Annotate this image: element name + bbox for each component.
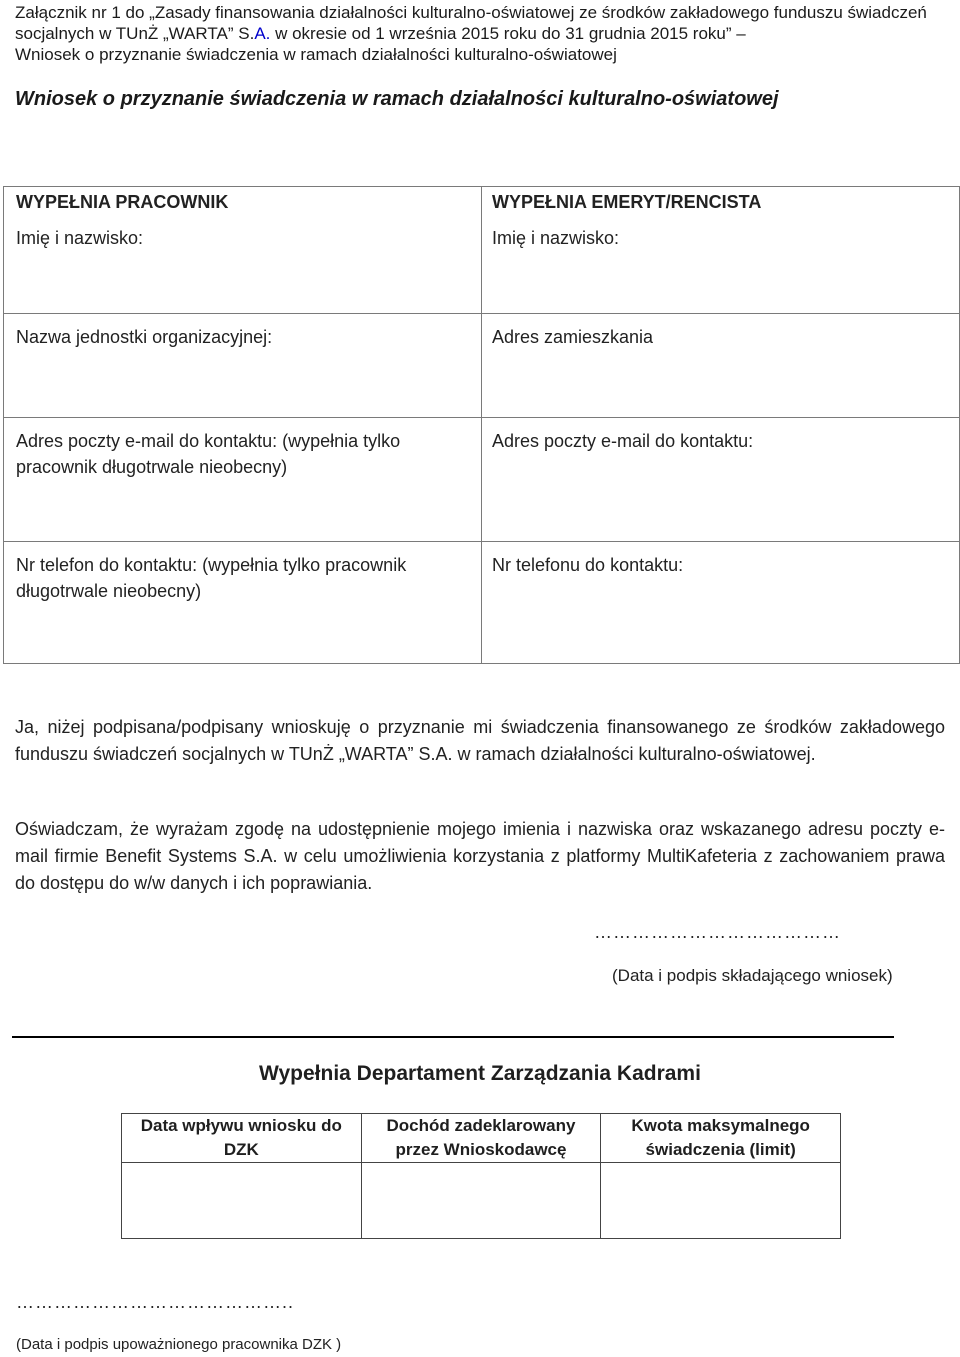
applicant-signature-line[interactable]: ………………………………… xyxy=(594,922,841,942)
form-row-name xyxy=(4,187,960,314)
column-max-benefit: Kwota maksymalnego świadczenia (limit) xyxy=(601,1114,841,1163)
column-receipt-date: Data wpływu wniosku do DZK xyxy=(122,1114,362,1163)
form-row-phone xyxy=(4,541,960,663)
employee-section-heading: WYPEŁNIA PRACOWNIK xyxy=(16,192,229,212)
employee-unit-cell[interactable] xyxy=(4,314,482,418)
retiree-email-label: Adres poczty e-mail do kontaktu: xyxy=(492,430,754,451)
declared-income-field[interactable] xyxy=(361,1163,601,1239)
hr-signature-label: (Data i podpis upoważnionego pracownika DZK ) xyxy=(16,1336,342,1353)
employee-email-label: Adres poczty e-mail do kontaktu: (wypełnia tylko pracownik długotrwale nieobecny) xyxy=(16,430,401,477)
department-table-header xyxy=(122,1114,841,1163)
consent-declaration: Oświadczam, że wyrażam zgodę na udostępnienie mojego imienia i nazwiska oraz wskazanego adresu poczty e-mail firmie Benefit Systems S.A. w celu umożliwienia korzystania z platformy MultiKafeteria z zachowaniem prawa do dostępu do w/w danych i ich poprawiania. xyxy=(15,819,945,893)
retiree-phone-label: Nr telefonu do kontaktu: xyxy=(492,554,684,575)
department-section-title: Wypełnia Departament Zarządzania Kadrami xyxy=(259,1062,701,1085)
application-declaration: Ja, niżej podpisana/podpisany wnioskuję o przyznanie mi świadczenia finansowanego ze środków zakładowego funduszu świadczeń socjalnych w TUnŻ „WARTA” S.A. w ramach działalności kulturalno-oświatowej. xyxy=(15,717,945,764)
employee-unit-label: Nazwa jednostki organizacyjnej: xyxy=(16,327,273,348)
form-row-unit xyxy=(4,314,960,418)
retiree-address-cell[interactable] xyxy=(482,314,960,418)
receipt-date-field[interactable] xyxy=(122,1163,362,1239)
retiree-phone-cell[interactable] xyxy=(482,541,960,663)
attachment-header-highlight: A. xyxy=(254,24,271,43)
form-row-email xyxy=(4,417,960,541)
section-divider xyxy=(12,1036,894,1038)
retiree-section-heading: WYPEŁNIA EMERYT/RENCISTA xyxy=(492,192,762,212)
employee-name-cell[interactable] xyxy=(4,187,482,314)
hr-signature-line[interactable]: …………………………………….. xyxy=(16,1292,295,1312)
attachment-header-period: w okresie od 1 września 2015 roku do 31 grudnia 2015 roku” – xyxy=(270,24,746,43)
page-title: Wniosek o przyznanie świadczenia w ramach działalności kulturalno-oświatowej xyxy=(15,88,779,110)
employee-phone-cell[interactable] xyxy=(4,541,482,663)
department-table xyxy=(121,1113,841,1239)
employee-email-cell[interactable] xyxy=(4,417,482,541)
attachment-header-text: Załącznik nr 1 do „Zasady finansowania działalności kulturalno-oświatowej ze środków zakładowego funduszu świadczeń socjalnych w TUnŻ „WARTA” S. xyxy=(15,3,927,43)
employee-name-label: Imię i nazwisko: xyxy=(16,228,144,248)
applicant-signature-label: (Data i podpis składającego wniosek) xyxy=(612,966,893,985)
department-table-entry-row xyxy=(122,1163,841,1239)
attachment-header xyxy=(15,2,950,44)
retiree-name-label: Imię i nazwisko: xyxy=(492,228,620,248)
applicant-form-table xyxy=(3,186,960,664)
column-declared-income: Dochód zadeklarowany przez Wnioskodawcę xyxy=(361,1114,601,1163)
retiree-email-cell[interactable] xyxy=(482,417,960,541)
retiree-name-cell[interactable] xyxy=(482,187,960,314)
employee-phone-label: Nr telefon do kontaktu: (wypełnia tylko pracownik długotrwale nieobecny) xyxy=(16,554,407,601)
retiree-address-label: Adres zamieszkania xyxy=(492,327,654,348)
max-benefit-field[interactable] xyxy=(601,1163,841,1239)
attachment-subheader: Wniosek o przyznanie świadczenia w ramach działalności kulturalno-oświatowej xyxy=(15,45,617,64)
